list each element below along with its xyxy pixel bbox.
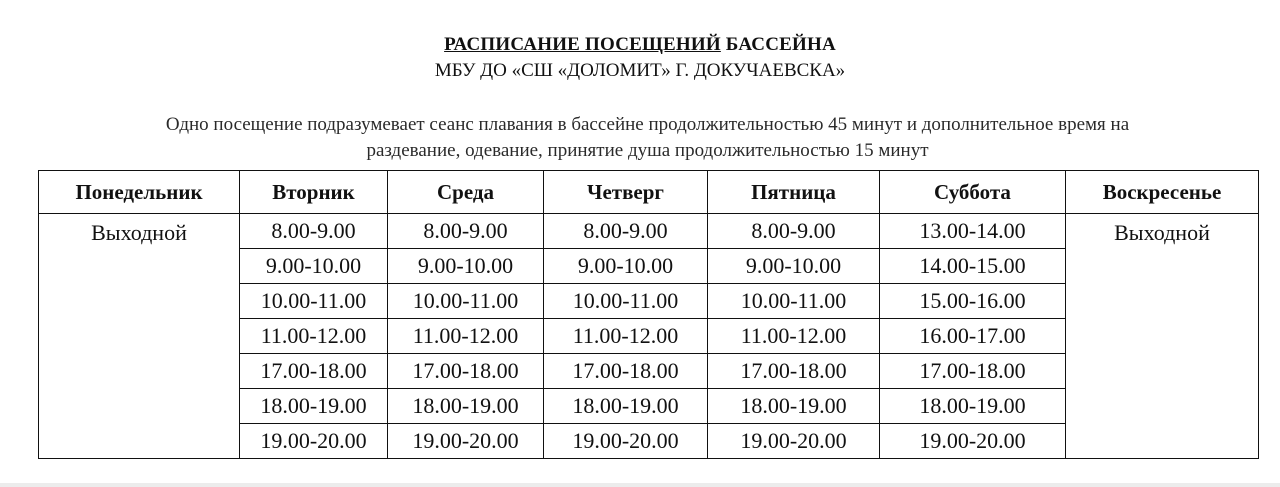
friday-slot: 18.00-19.00	[708, 389, 880, 424]
wednesday-slot: 19.00-20.00	[388, 424, 544, 459]
wednesday-slot: 18.00-19.00	[388, 389, 544, 424]
header-monday: Понедельник	[39, 171, 240, 214]
friday-slot: 8.00-9.00	[708, 214, 880, 249]
table-row	[39, 214, 1259, 249]
thursday-slot: 9.00-10.00	[544, 249, 708, 284]
thursday-slot: 8.00-9.00	[544, 214, 708, 249]
note-line-1: Одно посещение подразумевает сеанс плавания в бассейне продолжительностью 45 минут и дополнительное время на	[165, 114, 1130, 135]
saturday-slot: 16.00-17.00	[880, 319, 1066, 354]
header-friday: Пятница	[708, 171, 880, 214]
visit-note	[60, 112, 1235, 164]
saturday-slot: 19.00-20.00	[880, 424, 1066, 459]
page-title	[0, 34, 1280, 56]
page-bottom-edge	[0, 483, 1280, 487]
header-tuesday: Вторник	[240, 171, 388, 214]
wednesday-slot: 9.00-10.00	[388, 249, 544, 284]
tuesday-slot: 17.00-18.00	[240, 354, 388, 389]
schedule-table	[38, 170, 1259, 459]
monday-day-off: Выходной	[39, 214, 240, 459]
friday-slot: 11.00-12.00	[708, 319, 880, 354]
saturday-slot: 13.00-14.00	[880, 214, 1066, 249]
friday-slot: 17.00-18.00	[708, 354, 880, 389]
saturday-slot: 18.00-19.00	[880, 389, 1066, 424]
header-saturday: Суббота	[880, 171, 1066, 214]
header-thursday: Четверг	[544, 171, 708, 214]
thursday-slot: 18.00-19.00	[544, 389, 708, 424]
thursday-slot: 19.00-20.00	[544, 424, 708, 459]
wednesday-slot: 10.00-11.00	[388, 284, 544, 319]
wednesday-slot: 17.00-18.00	[388, 354, 544, 389]
page-subtitle: МБУ ДО «СШ «ДОЛОМИТ» Г. ДОКУЧАЕВСКА»	[434, 60, 846, 81]
tuesday-slot: 9.00-10.00	[240, 249, 388, 284]
title-rest: БАССЕЙНА	[720, 34, 836, 55]
title-underlined: РАСПИСАНИЕ ПОСЕЩЕНИЙ	[444, 34, 721, 55]
sunday-day-off: Выходной	[1066, 214, 1259, 459]
saturday-slot: 17.00-18.00	[880, 354, 1066, 389]
header-sunday: Воскресенье	[1066, 171, 1259, 214]
friday-slot: 19.00-20.00	[708, 424, 880, 459]
header-wednesday: Среда	[388, 171, 544, 214]
note-line-2: раздевание, одевание, принятие душа продолжительностью 15 минут	[366, 140, 929, 161]
tuesday-slot: 18.00-19.00	[240, 389, 388, 424]
tuesday-slot: 10.00-11.00	[240, 284, 388, 319]
header-row	[39, 171, 1259, 214]
tuesday-slot: 8.00-9.00	[240, 214, 388, 249]
thursday-slot: 10.00-11.00	[544, 284, 708, 319]
tuesday-slot: 19.00-20.00	[240, 424, 388, 459]
saturday-slot: 15.00-16.00	[880, 284, 1066, 319]
thursday-slot: 11.00-12.00	[544, 319, 708, 354]
friday-slot: 10.00-11.00	[708, 284, 880, 319]
tuesday-slot: 11.00-12.00	[240, 319, 388, 354]
friday-slot: 9.00-10.00	[708, 249, 880, 284]
wednesday-slot: 8.00-9.00	[388, 214, 544, 249]
saturday-slot: 14.00-15.00	[880, 249, 1066, 284]
wednesday-slot: 11.00-12.00	[388, 319, 544, 354]
thursday-slot: 17.00-18.00	[544, 354, 708, 389]
